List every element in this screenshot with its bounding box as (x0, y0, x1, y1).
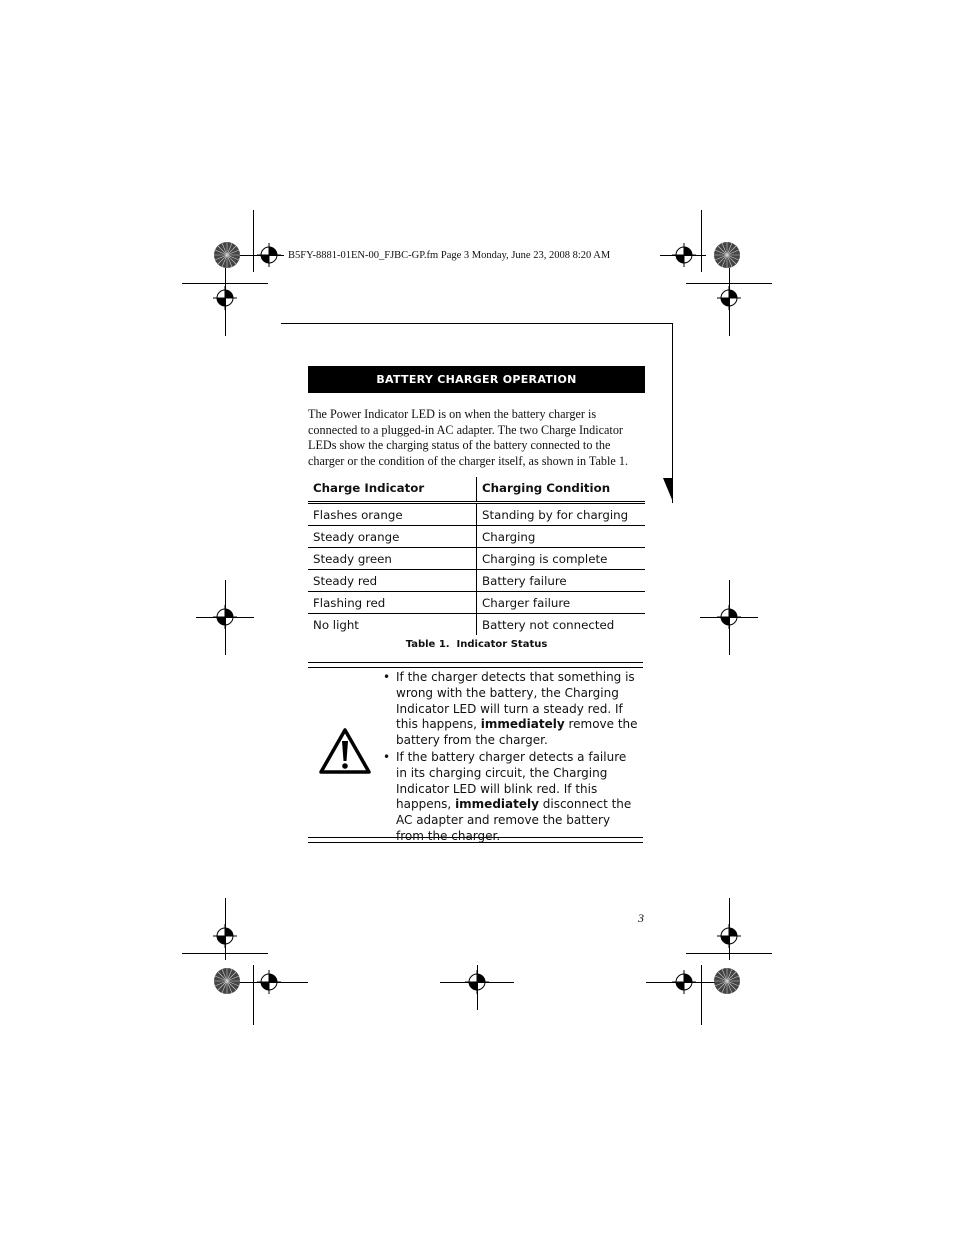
table-caption (308, 639, 645, 650)
crosshair-mark-icon (717, 605, 741, 629)
column-header: Charging Condition (482, 481, 611, 495)
table-cell: Flashes orange (308, 503, 477, 526)
starburst-mark-icon (213, 967, 241, 995)
page-right-rule (672, 323, 673, 503)
table-row (308, 592, 645, 614)
list-item (380, 750, 640, 845)
section-heading: BATTERY CHARGER OPERATION (308, 366, 645, 393)
starburst-mark-icon (713, 241, 741, 269)
table-cell: Flashing red (308, 592, 477, 614)
crosshair-mark-icon (213, 605, 237, 629)
starburst-mark-icon (213, 241, 241, 269)
warning-emphasis: immediately (480, 717, 565, 732)
caption-text: Indicator Status (456, 639, 548, 650)
crosshair-mark-icon (465, 970, 489, 994)
crosshair-mark-icon (257, 970, 281, 994)
table-row (308, 548, 645, 570)
crosshair-mark-icon (672, 970, 696, 994)
page-number: 3 (638, 911, 644, 925)
warning-text: If the charger detects that something is wrong with the battery, the Charging Indicator LED will turn a steady red. If this happens, (396, 670, 635, 732)
table-row (308, 614, 645, 636)
crosshair-mark-icon (672, 243, 696, 267)
warning-list (380, 670, 640, 846)
table-cell: Steady red (308, 570, 477, 592)
table-cell: Steady orange (308, 526, 477, 548)
warning-top-rule (308, 662, 643, 668)
crosshair-mark-icon (213, 924, 237, 948)
intro-text: The Power Indicator LED is on when the battery charger is connected to a plugged-in AC adapter. The two Charge Indicator LEDs show the charging status of the battery connected to the charger or the condition of the charger itself, as shown in Table 1. (308, 407, 628, 469)
table-row (308, 526, 645, 548)
table-cell: No light (308, 614, 477, 636)
file-slug: B5FY-8881-01EN-00_FJBC-GP.fm Page 3 Monday, June 23, 2008 8:20 AM (288, 250, 611, 261)
column-header: Charge Indicator (308, 477, 477, 503)
table-header-row (308, 477, 645, 503)
bullet: • (383, 670, 391, 684)
exclamation-triangle-icon (318, 727, 372, 775)
warning-text: remove the battery from the charger. (396, 717, 638, 748)
bullet: • (383, 749, 391, 764)
table-cell: Charging (477, 526, 646, 548)
crosshair-mark-icon (717, 286, 741, 310)
warning-text: If the battery charger detects a failure in its charging circuit, the Charging Indicator LED will blink red. If this happens, (396, 749, 627, 812)
crosshair-mark-icon (717, 924, 741, 948)
table-cell: Standing by for charging (477, 503, 646, 526)
crosshair-mark-icon (213, 286, 237, 310)
table-cell: Steady green (308, 548, 477, 570)
table-cell: Charging is complete (477, 548, 646, 570)
table-cell: Charger failure (477, 592, 646, 614)
indicator-table (308, 477, 645, 635)
caption-label: Table 1. (405, 639, 450, 650)
table-row (308, 503, 645, 526)
table-row (308, 570, 645, 592)
warning-text: disconnect the AC adapter and remove the battery from the charger. (396, 797, 632, 843)
warning-emphasis: immediately (455, 797, 539, 812)
table-cell: Battery failure (477, 570, 646, 592)
thumb-tab-marker-icon (663, 478, 673, 502)
table-cell: Battery not connected (477, 614, 646, 636)
crosshair-mark-icon (257, 243, 281, 267)
starburst-mark-icon (713, 967, 741, 995)
list-item (380, 670, 640, 749)
intro-paragraph (308, 407, 644, 470)
page-top-rule (281, 323, 673, 324)
